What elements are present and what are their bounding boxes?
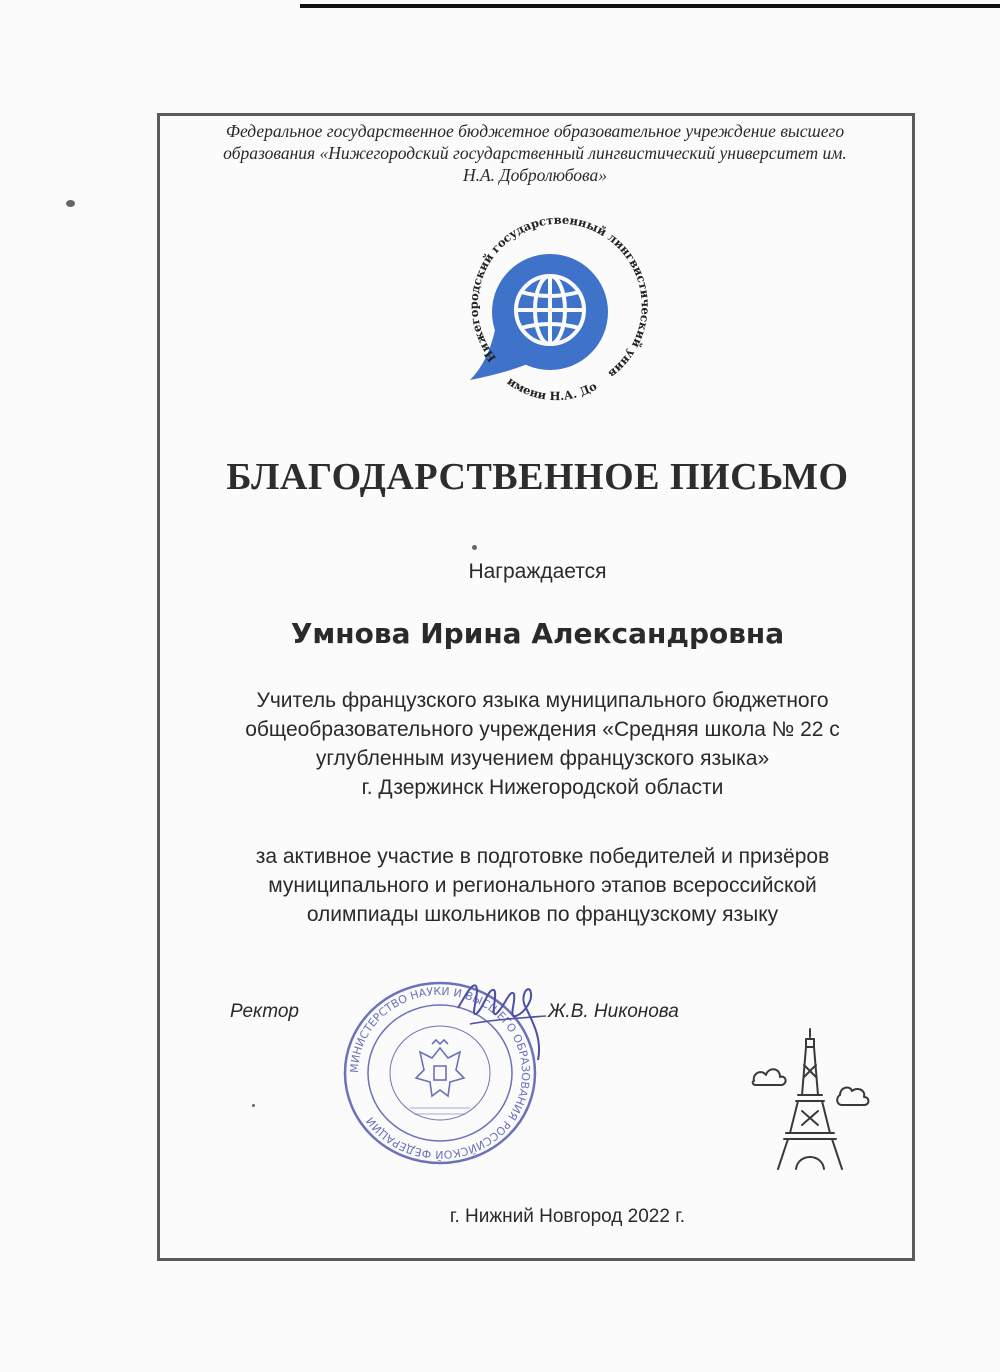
issuer-header-line: образования «Нижегородский государственный лингвистический университет им. xyxy=(223,143,847,163)
globe-icon xyxy=(516,276,584,344)
issuer-header-line: Федеральное государственное бюджетное образовательное учреждение высшего xyxy=(225,121,845,141)
recipient-position xyxy=(165,686,920,802)
stamp-ring-text: МИНИСТЕРСТВО НАУКИ И ВЫСШЕГО ОБРАЗОВАНИЯ РОССИЙСКОЙ ФЕДЕРАЦИИ xyxy=(347,984,533,1162)
document-title: БЛАГОДАРСТВЕННОЕ ПИСЬМО xyxy=(226,456,849,498)
signatory-role: Ректор xyxy=(230,1001,299,1022)
award-reason xyxy=(165,842,920,929)
university-logo xyxy=(440,212,660,422)
awarded-label: Награждается xyxy=(468,560,607,583)
issuer-header-line: Н.А. Добролюбова» xyxy=(462,165,607,185)
recipient-position-line: Учитель французского языка муниципального бюджетного xyxy=(256,689,829,712)
city-year: г. Нижний Новгород 2022 г. xyxy=(449,1206,686,1227)
award-reason-line: олимпиады школьников по французскому языку xyxy=(306,903,779,926)
logo-ring-text-bottom: имени Н.А. До xyxy=(504,373,600,404)
signatory-name: Ж.В. Никонова xyxy=(548,1001,679,1022)
scan-edge xyxy=(300,4,1000,8)
award-reason-line: муниципального и регионального этапов всероссийской xyxy=(268,874,817,897)
university-logo-graphic xyxy=(440,212,660,422)
logo-ring-text: Нижегородский государственный лингвистический унив xyxy=(466,212,653,382)
recipient-name: Умнова Ирина Александровна xyxy=(290,617,785,650)
recipient-position-line: общеобразовательного учреждения «Средняя школа № 22 с xyxy=(245,718,840,741)
scan-speck xyxy=(66,200,75,207)
recipient-position-line: углубленным изучением французского языка» xyxy=(315,747,770,770)
eiffel-tower-icon xyxy=(748,1025,878,1175)
handwritten-signature xyxy=(450,968,560,1068)
issuer-header xyxy=(175,120,895,186)
signature-graphic xyxy=(450,968,560,1068)
recipient-position-line: г. Дзержинск Нижегородской области xyxy=(361,776,724,799)
award-reason-line: за активное участие в подготовке победителей и призёров xyxy=(255,845,830,868)
